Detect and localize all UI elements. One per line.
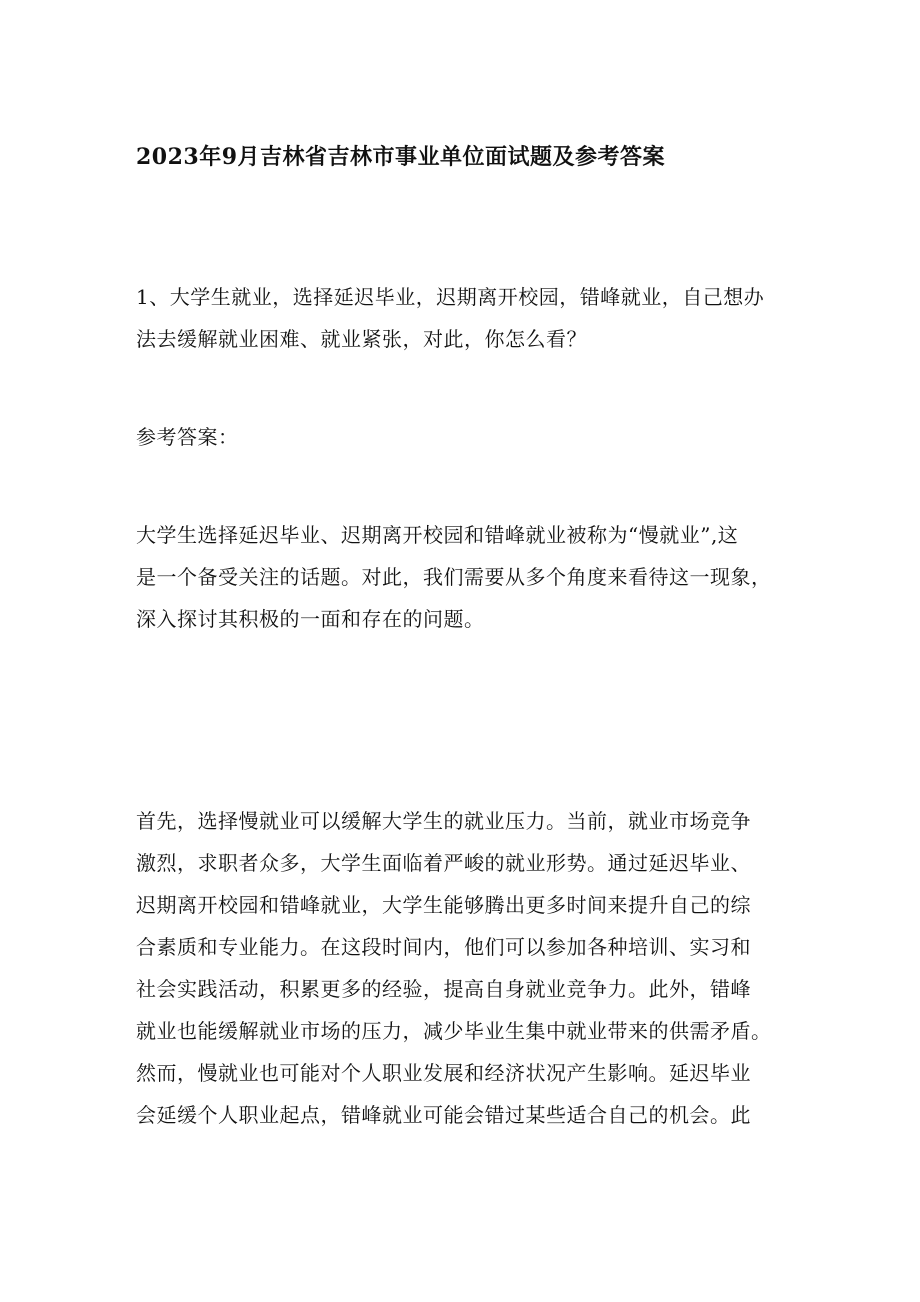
paragraph-line: 然而，慢就业也可能对个人职业发展和经济状况产生影响。延迟毕业 — [136, 1061, 751, 1085]
answer-paragraph-1 — [136, 514, 806, 640]
paragraph-line: 大学生选择延迟毕业、迟期离开校园和错峰就业被称为“慢就业”,这 — [136, 523, 739, 547]
question-text — [136, 276, 806, 360]
paragraph-line: 合素质和专业能力。在这段时间内，他们可以参加各种培训、实习和 — [136, 935, 751, 959]
question-line: 1、大学生就业，选择延迟毕业，迟期离开校园，错峰就业，自己想办 — [136, 285, 765, 309]
paragraph-line: 会延缓个人职业起点，错峰就业可能会错过某些适合自己的机会。此 — [136, 1103, 751, 1127]
paragraph-line: 就业也能缓解就业市场的压力，减少毕业生集中就业带来的供需矛盾。 — [136, 1019, 772, 1043]
paragraph-line: 是一个备受关注的话题。对此，我们需要从多个角度来看待这一现象， — [136, 565, 772, 589]
paragraph-line: 激烈，求职者众多，大学生面临着严峻的就业形势。通过延迟毕业、 — [136, 851, 751, 875]
paragraph-line: 社会实践活动，积累更多的经验，提高自身就业竞争力。此外，错峰 — [136, 977, 751, 1001]
answer-paragraph-2 — [136, 800, 806, 1136]
paragraph-line: 首先，选择慢就业可以缓解大学生的就业压力。当前，就业市场竞争 — [136, 809, 751, 833]
question-line: 法去缓解就业困难、就业紧张，对此，你怎么看？ — [136, 327, 587, 351]
paragraph-line: 深入探讨其积极的一面和存在的问题。 — [136, 607, 485, 631]
paragraph-line: 迟期离开校园和错峰就业，大学生能够腾出更多时间来提升自己的综 — [136, 893, 751, 917]
answer-label: 参考答案： — [136, 425, 239, 449]
document-title: 2023年9月吉林省吉林市事业单位面试题及参考答案 — [136, 144, 666, 170]
